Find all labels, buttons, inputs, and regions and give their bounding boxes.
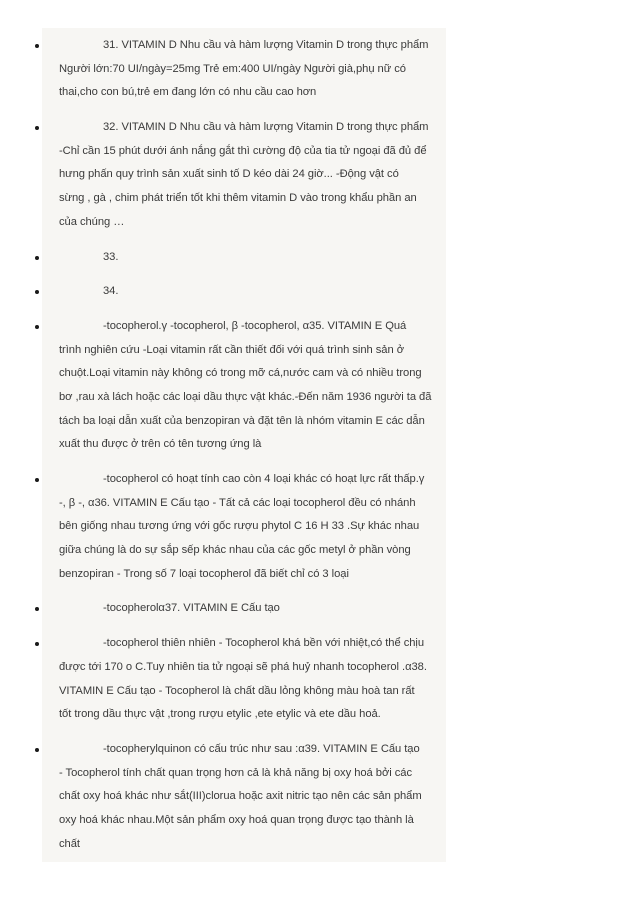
list-item-line: bơ ,rau xà lách hoặc các loại dầu thực vật khác.-Đến năm 1936 người ta đã: [59, 390, 432, 403]
list-item: [0, 632, 638, 727]
list-item-text: [59, 315, 454, 457]
list-item-line: được tới 170 o C.Tuy nhiên tia tử ngoại sẽ phá huỷ nhanh tocopherol .α38.: [59, 660, 427, 673]
list-item-first-line: -tocopherylquinon có cấu trúc như sau :α39. VITAMIN E Cấu tạo: [103, 742, 420, 755]
bullet-list: [0, 34, 638, 867]
list-item-line: chất: [59, 837, 80, 850]
list-item-line: của chúng …: [59, 215, 125, 228]
list-item-first-line: -tocopherol có hoạt tính cao còn 4 loại khác có hoạt lực rất thấp.γ: [103, 473, 425, 485]
bullet-icon: [35, 44, 39, 48]
list-item-text: [59, 738, 454, 856]
list-item-line: Người lớn:70 UI/ngày=25mg Trẻ em:400 UI/ngày Người già,phụ nữ có: [59, 62, 406, 75]
list-item-line: -Chỉ cần 15 phút dưới ánh nắng gắt thì cường độ của tia tử ngoại đã đủ để: [59, 144, 427, 157]
list-item: [0, 468, 638, 586]
list-item: [0, 597, 638, 621]
bullet-icon: [35, 642, 39, 646]
list-item-line: thai,cho con bú,trẻ em đang lớn có nhu cầu cao hơn: [59, 86, 317, 99]
bullet-icon: [35, 290, 39, 294]
list-item-line: bên giống nhau tương ứng với gốc rượu phytol C 16 H 33 .Sự khác nhau: [59, 520, 420, 533]
list-item-text: [59, 116, 454, 234]
bullet-icon: [35, 748, 39, 752]
list-item-line: benzopiran - Trong số 7 loại tocopherol đã biết chỉ có 3 loại: [59, 567, 349, 580]
list-item-text: [59, 632, 454, 727]
list-item-text: [59, 34, 454, 105]
list-item-text: [59, 246, 454, 270]
bullet-icon: [35, 325, 39, 329]
list-item-first-line: 33.: [103, 250, 119, 263]
list-item-first-line: -tocopherol thiên nhiên - Tocopherol khá bền với nhiệt,có thể chịu: [103, 637, 425, 650]
list-item: [0, 246, 638, 270]
list-item-first-line: -tocopherol.γ -tocopherol, β -tocopherol, α35. VITAMIN E Quá: [103, 319, 407, 332]
list-item-line: trình nghiên cứu -Loại vitamin rất cần thiết đối với quá trình sinh sản ở: [59, 343, 404, 356]
bullet-icon: [35, 126, 39, 130]
list-item-first-line: 34.: [103, 285, 119, 298]
list-item: [0, 116, 638, 234]
list-item-text: [59, 468, 454, 586]
list-item-line: sừng , gà , chim phát triển tốt khi thêm vitamin D vào trong khẩu phần an: [59, 192, 417, 205]
list-item-line: chất oxy hoá khác như sắt(III)clorua hoặc axit nitric tạo nên các sản phẩm: [59, 790, 422, 803]
list-item-line: oxy hoá khác nhau.Một sản phẩm oxy hoá quan trọng được tạo thành là: [59, 813, 414, 826]
list-item: [0, 315, 638, 457]
bullet-icon: [35, 478, 39, 482]
list-item: [0, 738, 638, 856]
list-item-first-line: 31. VITAMIN D Nhu cầu và hàm lượng Vitamin D trong thực phẩm: [103, 39, 429, 51]
list-item-line: - Tocopherol tính chất quan trọng hơn cả là khả năng bị oxy hoá bởi các: [59, 766, 412, 779]
list-item-line: chuột.Loại vitamin này không có trong mỡ cá,nước cam và có nhiều trong: [59, 367, 422, 380]
list-item-line: -, β -, α36. VITAMIN E Cấu tạo - Tất cả các loại tocopherol đều có nhánh: [59, 496, 416, 509]
list-item-line: tốt trong dầu thực vật ,trong rượu etylic ,ete etylic và ete dầu hoả.: [59, 708, 381, 721]
bullet-icon: [35, 256, 39, 260]
list-item-line: giữa chúng là do sự sắp sếp khác nhau của các gốc metyl ở phần vòng: [59, 544, 411, 557]
list-item: [0, 280, 638, 304]
list-item-text: [59, 280, 454, 304]
list-item-line: VITAMIN E Cấu tạo - Tocopherol là chất dầu lỏng không màu hoà tan rất: [59, 684, 415, 697]
bullet-icon: [35, 607, 39, 611]
list-item-line: tách ba loại dẫn xuất của benzopiran và đặt tên là nhóm vitamin E các dẫn: [59, 414, 425, 427]
list-item-line: xuất thu được ở trên có tên tương ứng là: [59, 438, 262, 451]
list-item-line: hưng phấn quy trình sản xuất sinh tố D kéo dài 24 giờ... -Động vật có: [59, 168, 399, 181]
list-item-text: [59, 597, 454, 621]
list-item-first-line: -tocopherolα37. VITAMIN E Cấu tạo: [103, 602, 280, 615]
list-item-first-line: 32. VITAMIN D Nhu cầu và hàm lượng Vitamin D trong thực phẩm: [103, 121, 429, 134]
list-item: [0, 34, 638, 105]
